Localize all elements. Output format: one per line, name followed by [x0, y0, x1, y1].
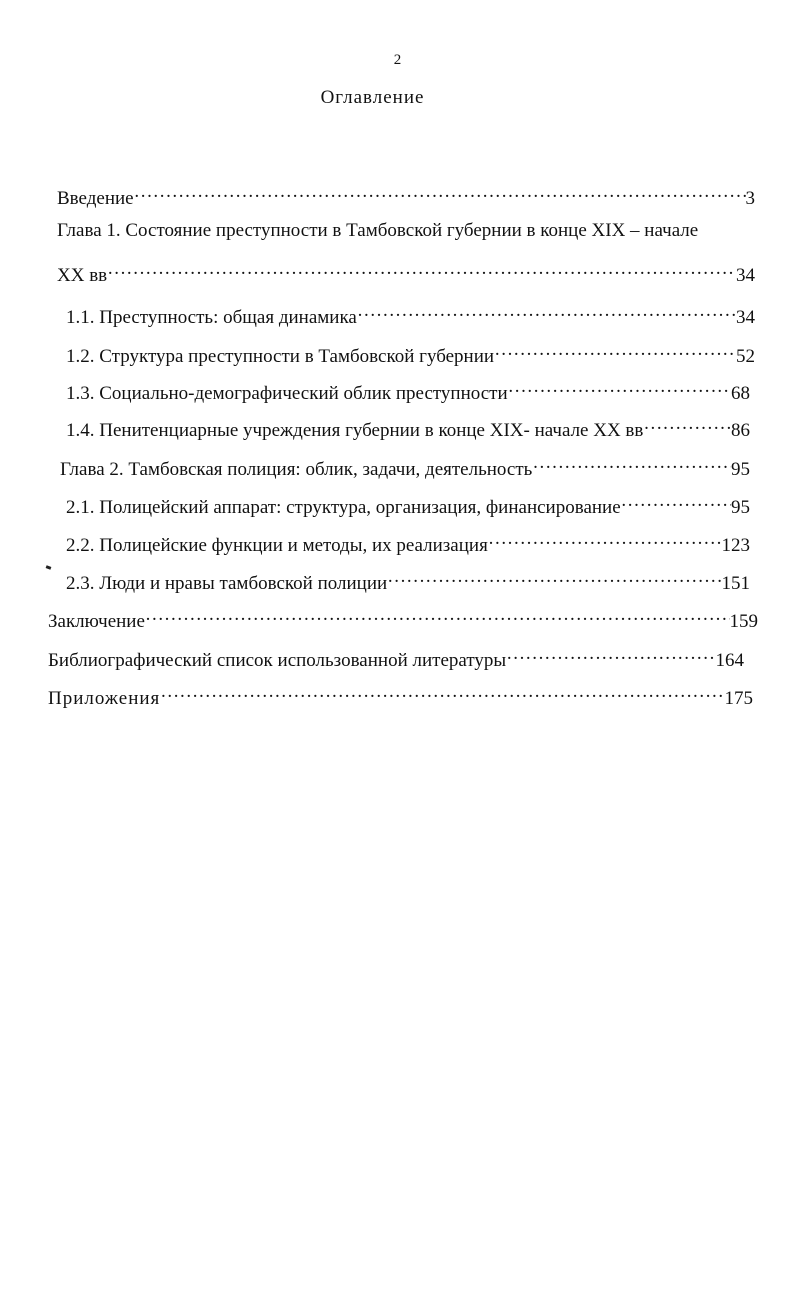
toc-entry-chapter-2[interactable]	[60, 451, 750, 482]
toc-entry-chapter-1[interactable]	[57, 257, 755, 288]
toc-entry-page: 151	[721, 573, 750, 594]
toc-entry-section-1-1[interactable]	[66, 299, 755, 330]
toc-entry-page: 175	[724, 688, 753, 709]
toc-entry-page: 123	[721, 535, 750, 556]
toc-entry-page: 86	[731, 420, 750, 441]
leader-dots	[357, 299, 736, 323]
toc-entry-page: 34	[736, 307, 755, 328]
toc-entry-section-2-2[interactable]	[66, 527, 750, 558]
toc-entry-title: Приложения	[48, 688, 161, 709]
toc-entry-conclusion[interactable]	[48, 603, 758, 634]
leader-dots	[387, 565, 721, 589]
leader-dots	[643, 412, 731, 436]
leader-dots	[508, 375, 731, 399]
toc-entry-section-2-3[interactable]	[66, 565, 750, 596]
toc-entry-bibliography[interactable]	[48, 642, 744, 673]
leader-dots	[107, 257, 736, 281]
leader-dots	[532, 451, 731, 475]
toc-entry-title: 2.3. Люди и нравы тамбовской полиции	[66, 573, 388, 594]
leader-dots	[506, 642, 715, 666]
toc-entry-section-1-4[interactable]	[66, 412, 750, 443]
toc-entry-page: 95	[731, 459, 750, 480]
toc-entry-page: 95	[731, 497, 750, 518]
toc-entry-title: 2.1. Полицейский аппарат: структура, организация, финансирование	[66, 497, 621, 518]
toc-entry-title: Глава 2. Тамбовская полиция: облик, задачи, деятельность	[60, 459, 533, 480]
toc-entry-title: Заключение	[48, 611, 145, 632]
toc-entry-title: 2.2. Полицейские функции и методы, их реализация	[66, 535, 488, 556]
toc-entry-title: 1.4. Пенитенциарные учреждения губернии в конце XIX- начале XX вв	[66, 420, 644, 441]
leader-dots	[621, 489, 731, 513]
toc-entry-title: XX вв	[57, 265, 108, 286]
scan-mark	[46, 565, 52, 570]
toc-entry-title: 1.2. Структура преступности в Тамбовской губернии	[66, 346, 495, 367]
leader-dots	[145, 603, 730, 627]
toc-entry-page: 159	[729, 611, 758, 632]
toc-entry-title: 1.3. Социально-демографический облик преступности	[66, 383, 508, 404]
toc-entry-section-1-2[interactable]	[66, 338, 755, 369]
toc-entry-section-1-3[interactable]	[66, 375, 750, 406]
toc-entry-page: 34	[736, 265, 755, 286]
toc-entry-page: 164	[715, 650, 744, 671]
leader-dots	[134, 180, 746, 204]
toc-entry-title: Библиографический список использованной литературы	[48, 650, 507, 671]
toc-entry-title: 1.1. Преступность: общая динамика	[66, 307, 357, 328]
toc-entry-page: 52	[736, 346, 755, 367]
toc-entry-page: 3	[745, 188, 755, 209]
toc-entry-appendices[interactable]	[48, 680, 753, 711]
leader-dots	[160, 680, 724, 704]
page-number: 2	[393, 52, 402, 68]
toc-entry-title: Введение	[57, 188, 134, 209]
toc-entry-chapter-1-title-line-1[interactable]: Глава 1. Состояние преступности в Тамбовской губернии в конце XIX – начале	[57, 220, 699, 241]
toc-entry-section-2-1[interactable]	[66, 489, 750, 520]
page-title: Оглавление	[320, 87, 425, 108]
toc-entry-page: 68	[731, 383, 750, 404]
toc-entry-introduction[interactable]	[57, 180, 755, 211]
leader-dots	[494, 338, 736, 362]
leader-dots	[488, 527, 722, 551]
